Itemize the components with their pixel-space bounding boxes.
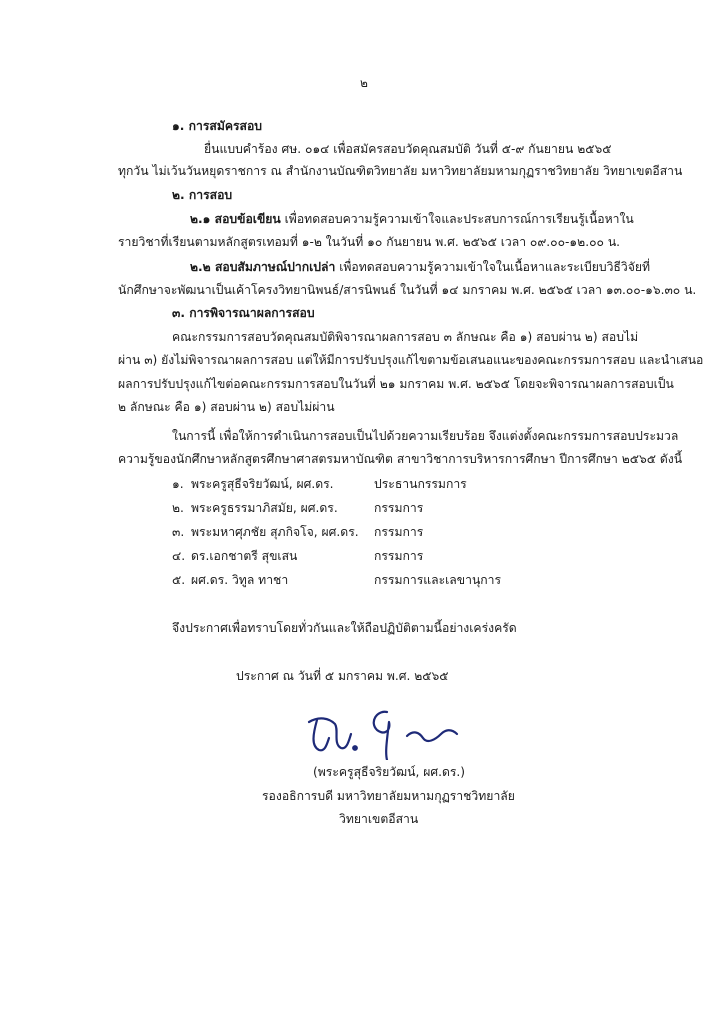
section-3-heading: ๓. การพิจารณาผลการสอบ xyxy=(172,306,315,320)
section-2-2-line-2: นักศึกษาจะพัฒนาเป็นเค้าโครงวิทยานิพนธ์/สารนิพนธ์ ในวันที่ ๑๔ มกราคม พ.ศ. ๒๕๖๕ เวลา ๑๓.๐๐-๑๖.๓๐ น. xyxy=(118,283,697,297)
signatory-position-line-2: วิทยาเขตอีสาน xyxy=(339,812,419,826)
committee-member-number: ๔. xyxy=(172,549,186,563)
page-number: ๒ xyxy=(360,76,368,90)
committee-member-role: กรรมการ xyxy=(374,549,424,563)
committee-member-name: ผศ.ดร. วิทูล ทาชา xyxy=(191,573,289,587)
committee-member-role: กรรมการ xyxy=(374,525,424,539)
committee-intro-line-2: ความรู้ของนักศึกษาหลักสูตรศึกษาศาสตรมหาบัณฑิต สาขาวิชาการบริหารการศึกษา ปีการศึกษา ๒๕๖๕ ดังนี้ xyxy=(118,452,683,466)
announcement-date: ประกาศ ณ วันที่ ๕ มกราคม พ.ศ. ๒๕๖๕ xyxy=(236,669,449,683)
section-2-1-text: เพื่อทดสอบความรู้ความเข้าใจและประสบการณ์การเรียนรู้เนื้อหาใน xyxy=(284,212,634,226)
committee-member-role: กรรมการและเลขานุการ xyxy=(374,573,502,587)
signatory-name: (พระครูสุธีจริยวัฒน์, ผศ.ดร.) xyxy=(313,765,466,779)
committee-member xyxy=(172,572,572,588)
committee-member xyxy=(172,548,572,564)
committee-member-number: ๓. xyxy=(172,525,185,539)
committee-member-name: พระครูสุธีจริยวัฒน์, ผศ.ดร. xyxy=(191,477,334,491)
section-1-paragraph-line-1: ยื่นแบบคำร้อง ศษ. ๐๑๔ เพื่อสมัครสอบวัดคุณสมบัติ วันที่ ๕-๙ กันยายน ๒๕๖๕ xyxy=(204,142,612,156)
committee-member xyxy=(172,524,572,540)
section-2-1-title: ๒.๑ สอบข้อเขียน xyxy=(190,212,281,226)
section-2-2-text: เพื่อทดสอบความรู้ความเข้าใจในเนื้อหาและระเบียบวิธีวิจัยที่ xyxy=(339,260,651,274)
section-3-line-3: ผลการปรับปรุงแก้ไขต่อคณะกรรมการสอบในวันที่ ๒๑ มกราคม พ.ศ. ๒๕๖๕ โดยจะพิจารณาผลการสอบเป็น xyxy=(118,377,674,391)
committee-member xyxy=(172,500,572,516)
committee-member-number: ๕. xyxy=(172,573,186,587)
committee-member-name: พระมหาศุภชัย สุภกิจโจ, ผศ.ดร. xyxy=(191,525,359,539)
committee-member xyxy=(172,476,572,492)
section-3-line-2: ผ่าน ๓) ยังไม่พิจารณาผลการสอบ แต่ให้มีการปรับปรุงแก้ไขตามข้อเสนอแนะของคณะกรรมการสอบ และนำเสนอ xyxy=(118,353,704,367)
section-2-1-line-1 xyxy=(190,211,634,227)
signatory-position-line-1: รองอธิการบดี มหาวิทยาลัยมหามกุฏราชวิทยาลัย xyxy=(262,789,515,803)
committee-member-number: ๒. xyxy=(172,501,184,515)
committee-member-role: กรรมการ xyxy=(374,501,424,515)
section-2-1-line-2: รายวิชาที่เรียนตามหลักสูตรเทอมที่ ๑-๒ ในวันที่ ๑๐ กันยายน พ.ศ. ๒๕๖๕ เวลา ๐๙.๐๐-๑๒.๐๐ น. xyxy=(118,235,621,249)
committee-member-role: ประธานกรรมการ xyxy=(374,477,467,491)
section-1-heading: ๑. การสมัครสอบ xyxy=(172,119,263,133)
committee-member-name: ดร.เอกชาตรี สุขเสน xyxy=(191,549,298,563)
section-3-line-4: ๒ ลักษณะ คือ ๑) สอบผ่าน ๒) สอบไม่ผ่าน xyxy=(118,400,335,414)
section-1-paragraph-line-2: ทุกวัน ไม่เว้นวันหยุดราชการ ณ สำนักงานบัณฑิตวิทยาลัย มหาวิทยาลัยมหามกุฏราชวิทยาลัย วิทยาเขตอีสาน xyxy=(118,164,683,178)
section-3-line-1: คณะกรรมการสอบวัดคุณสมบัติพิจารณาผลการสอบ ๓ ลักษณะ คือ ๑) สอบผ่าน ๒) สอบไม่ xyxy=(172,330,639,344)
signature xyxy=(295,700,465,760)
committee-member-number: ๑. xyxy=(172,477,184,491)
section-2-2-title: ๒.๒ สอบสัมภาษณ์ปากเปล่า xyxy=(190,260,336,274)
committee-intro-line-1: ในการนี้ เพื่อให้การดำเนินการสอบเป็นไปด้วยความเรียบร้อย จึงแต่งตั้งคณะกรรมการสอบประมวล xyxy=(172,429,679,443)
committee-member-name: พระครูธรรมาภิสมัย, ผศ.ดร. xyxy=(191,501,338,515)
section-2-2-line-1 xyxy=(190,259,650,275)
section-2-heading: ๒. การสอบ xyxy=(172,188,233,202)
closing-statement: จึงประกาศเพื่อทราบโดยทั่วกันและให้ถือปฏิบัติตามนี้อย่างเคร่งครัด xyxy=(172,621,517,635)
